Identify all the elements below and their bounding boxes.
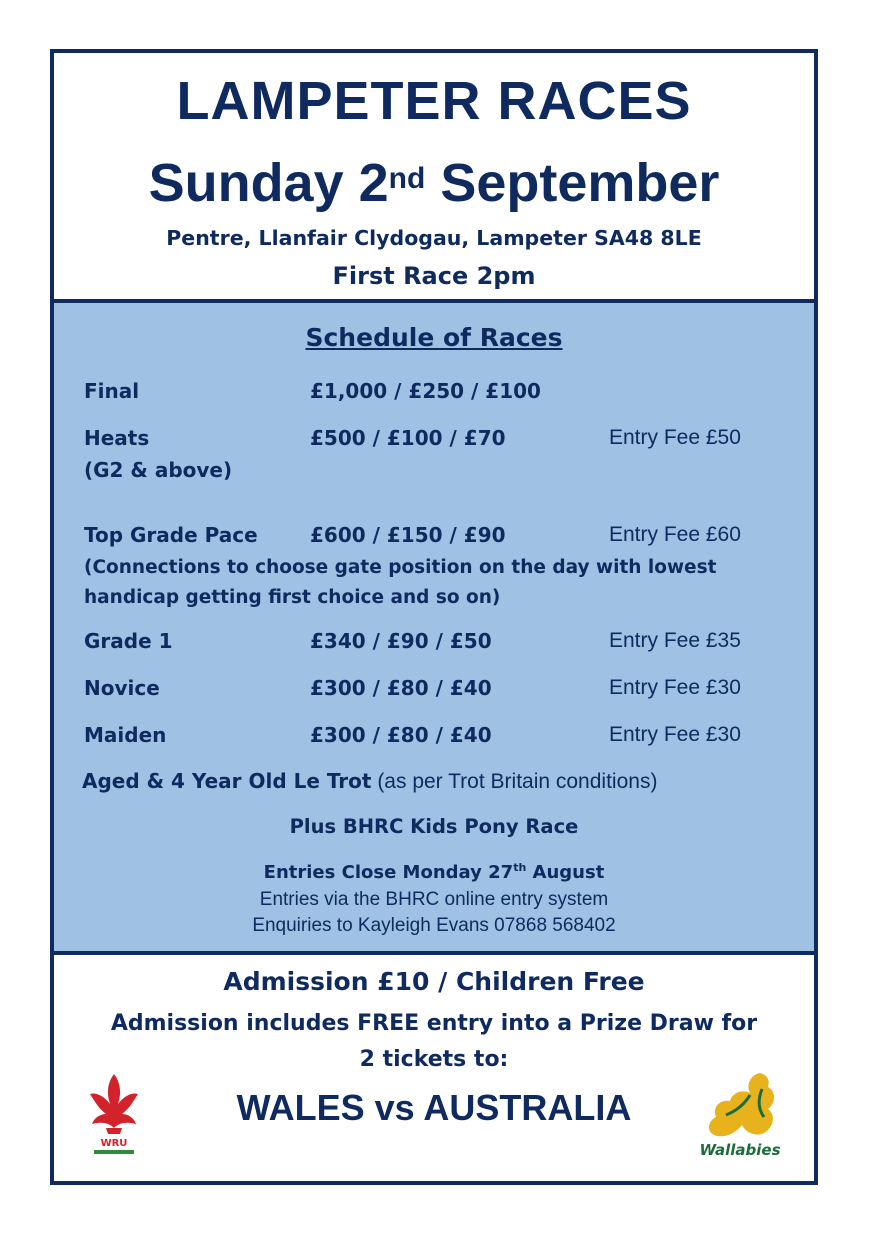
entries-close: Entries Close Monday 27th August [263, 861, 605, 883]
race-name: Heats [84, 426, 150, 450]
race-row-top-grade-pace [84, 523, 804, 553]
race-prizes: £500 / £100 / £70 [310, 426, 506, 450]
race-entry-fee: Entry Fee £50 [609, 426, 741, 449]
svg-text:Wallabies: Wallabies [699, 1141, 781, 1159]
first-race-time: First Race 2pm [332, 262, 536, 290]
prize-draw-line: Admission includes FREE entry into a Prize Draw for [110, 1011, 758, 1036]
race-row-heats [84, 426, 804, 456]
poster-frame [50, 49, 818, 1185]
race-entry-fee: Entry Fee £60 [609, 523, 741, 546]
race-prizes: £340 / £90 / £50 [310, 629, 492, 653]
race-row-novice [84, 676, 804, 706]
pace-note-line-2: handicap getting first choice and so on) [84, 587, 501, 608]
race-name: Maiden [84, 723, 167, 747]
heats-note: (G2 & above) [84, 458, 233, 482]
race-name: Final [84, 379, 140, 403]
race-entry-fee: Entry Fee £35 [609, 629, 741, 652]
race-row-maiden [84, 723, 804, 753]
schedule-heading: Schedule of Races [305, 323, 563, 352]
page-title: LAMPETER RACES [176, 71, 692, 131]
wru-logo-icon [84, 1070, 144, 1156]
entries-via: Entries via the BHRC online entry system [259, 889, 609, 910]
tickets-line: 2 tickets to: [359, 1047, 509, 1072]
schedule-panel [54, 299, 814, 955]
race-prizes: £300 / £80 / £40 [310, 723, 492, 747]
match-title: WALES vs AUSTRALIA [236, 1087, 632, 1128]
race-name: Grade 1 [84, 629, 173, 653]
race-entry-fee: Entry Fee £30 [609, 723, 741, 746]
race-row-grade-1 [84, 629, 804, 659]
admission-price: Admission £10 / Children Free [223, 967, 645, 996]
enquiries-contact: Enquiries to Kayleigh Evans 07868 568402 [252, 915, 616, 936]
event-date: Sunday 2nd September [148, 153, 720, 213]
race-name: Top Grade Pace [84, 523, 258, 547]
venue-address: Pentre, Llanfair Clydogau, Lampeter SA48 8LE [166, 226, 702, 250]
race-prizes: £600 / £150 / £90 [310, 523, 506, 547]
race-row-final [84, 379, 804, 409]
svg-text:WRU: WRU [100, 1138, 128, 1149]
aged-le-trot-race: Aged & 4 Year Old Le Trot (as per Trot Britain conditions) [82, 769, 658, 793]
kids-pony-race: Plus BHRC Kids Pony Race [289, 815, 579, 838]
race-prizes: £300 / £80 / £40 [310, 676, 492, 700]
race-prizes: £1,000 / £250 / £100 [310, 379, 541, 403]
race-entry-fee: Entry Fee £30 [609, 676, 741, 699]
wallabies-logo-icon [690, 1065, 794, 1161]
race-name: Novice [84, 676, 160, 700]
pace-note-line-1: (Connections to choose gate position on the day with lowest [84, 557, 717, 578]
